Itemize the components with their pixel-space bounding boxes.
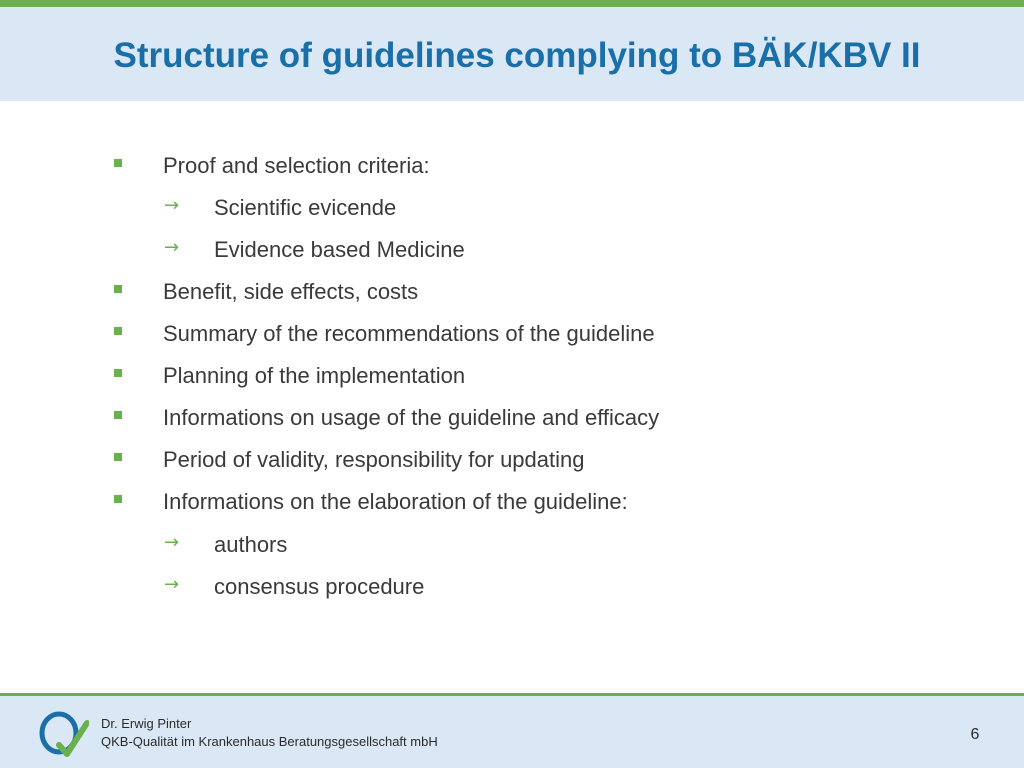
list-item-text: Scientific evicende	[214, 195, 397, 220]
right-arrow-icon: →	[164, 237, 180, 258]
square-bullet-icon	[114, 453, 122, 461]
footer-company: QKB-Qualität im Krankenhaus Beratungsgesellschaft mbH	[101, 734, 438, 749]
list-item-text: authors	[214, 532, 288, 557]
list-item-text: consensus procedure	[214, 574, 425, 599]
right-arrow-icon: →	[164, 574, 180, 595]
list-item-text: Period of validity, responsibility for updating	[163, 447, 585, 472]
list-item	[0, 447, 1024, 477]
square-bullet-icon	[114, 369, 122, 377]
list-item-text: Benefit, side effects, costs	[163, 279, 419, 304]
list-item-text: Informations on usage of the guideline and efficacy	[163, 405, 660, 430]
right-arrow-icon: →	[164, 532, 180, 553]
footer-author: Dr. Erwig Pinter	[101, 716, 192, 731]
list-item	[0, 153, 1024, 183]
list-item	[0, 237, 1024, 267]
list-item	[0, 279, 1024, 309]
square-bullet-icon	[114, 327, 122, 335]
list-item	[0, 363, 1024, 393]
list-item-text: Summary of the recommendations of the guideline	[163, 321, 655, 346]
qkb-logo-icon	[37, 709, 89, 759]
square-bullet-icon	[114, 495, 122, 503]
square-bullet-icon	[114, 285, 122, 293]
list-item-text: Evidence based Medicine	[214, 237, 465, 262]
square-bullet-icon	[114, 411, 122, 419]
list-item	[0, 532, 1024, 562]
slide-title: Structure of guidelines complying to BÄK/KBV II	[113, 36, 921, 75]
list-item	[0, 195, 1024, 225]
list-item-text: Planning of the implementation	[163, 363, 466, 388]
list-item	[0, 321, 1024, 351]
list-item-text: Informations on the elaboration of the guideline:	[163, 489, 628, 514]
right-arrow-icon: →	[164, 195, 180, 216]
list-item-text: Proof and selection criteria:	[163, 153, 430, 178]
list-item	[0, 405, 1024, 435]
page-number: 6	[970, 726, 980, 743]
square-bullet-icon	[114, 159, 122, 167]
list-item	[0, 574, 1024, 604]
list-item	[0, 489, 1024, 519]
